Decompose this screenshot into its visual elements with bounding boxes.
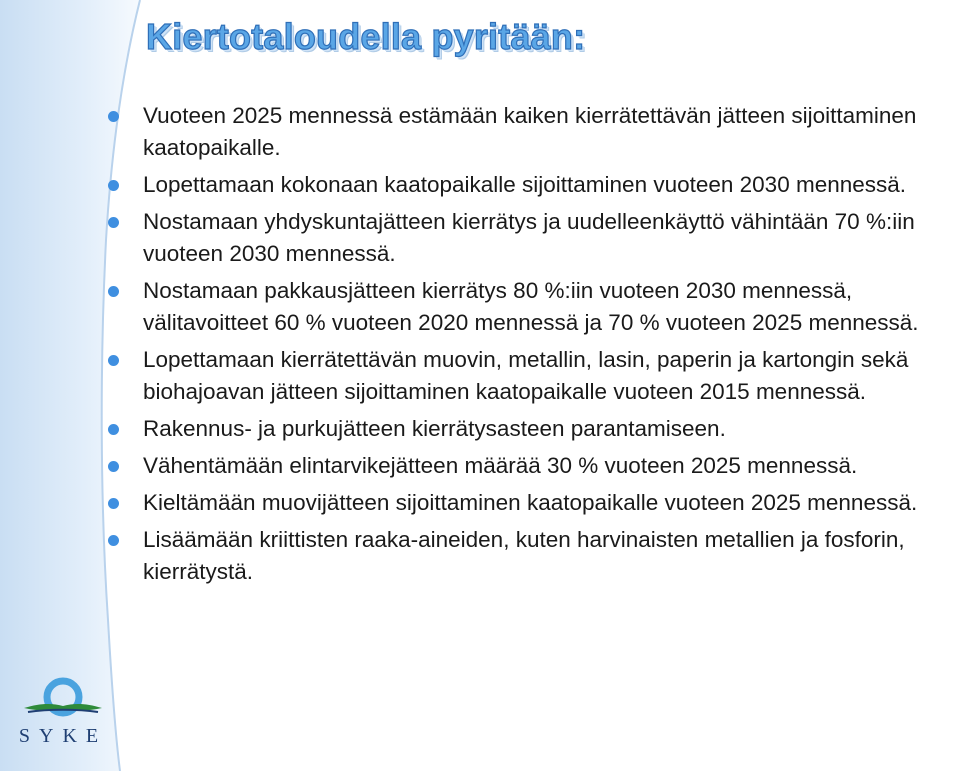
- bullet-item: [102, 169, 952, 201]
- bullet-dot-icon: [108, 498, 119, 509]
- bullet-dot-icon: [108, 286, 119, 297]
- bullet-dot-icon: [108, 535, 119, 546]
- syke-logo: [18, 676, 108, 746]
- bullet-item: [102, 344, 952, 408]
- bullet-text: Vuoteen 2025 mennessä estämään kaiken kierrätettävän jätteen sijoittaminen kaatopaikalle.: [143, 103, 917, 160]
- bullet-text: Nostamaan pakkausjätteen kierrätys 80 %:iin vuoteen 2030 mennessä, välitavoitteet 60 % vuoteen 2020 mennessä ja 70 % vuoteen 2025 mennessä.: [143, 278, 919, 335]
- bullet-dot-icon: [108, 217, 119, 228]
- bullet-item: [102, 524, 952, 588]
- bullet-dot-icon: [108, 355, 119, 366]
- bullet-text: Nostamaan yhdyskuntajätteen kierrätys ja uudelleenkäyttö vähintään 70 %:iin vuoteen 2030 mennessä.: [143, 209, 915, 266]
- logo-text: SYKE: [18, 725, 108, 747]
- bullet-item: [102, 413, 952, 445]
- bullet-item: [102, 100, 952, 164]
- bullet-dot-icon: [108, 424, 119, 435]
- bullet-dot-icon: [108, 111, 119, 122]
- bullet-item: [102, 206, 952, 270]
- bullet-text: Vähentämään elintarvikejätteen määrää 30 % vuoteen 2025 mennessä.: [143, 453, 858, 478]
- syke-logo-mark: [18, 676, 108, 726]
- bullet-item: [102, 275, 952, 339]
- bullet-item: [102, 487, 952, 519]
- bullet-text: Lopettamaan kierrätettävän muovin, metallin, lasin, paperin ja kartongin sekä biohajoavan jätteen sijoittaminen kaatopaikalle vuoteen 2015 mennessä.: [143, 347, 909, 404]
- bullet-text: Lopettamaan kokonaan kaatopaikalle sijoittaminen vuoteen 2030 mennessä.: [143, 172, 907, 197]
- bullet-text: Rakennus- ja purkujätteen kierrätysasteen parantamiseen.: [143, 416, 726, 441]
- bullet-text: Lisäämään kriittisten raaka-aineiden, kuten harvinaisten metallien ja fosforin, kierrätystä.: [143, 527, 905, 584]
- bullet-item: [102, 450, 952, 482]
- page-title: Kiertotaloudella pyritään:: [146, 16, 586, 57]
- bullet-dot-icon: [108, 461, 119, 472]
- bullet-list: [102, 100, 952, 593]
- bullet-text: Kieltämään muovijätteen sijoittaminen kaatopaikalle vuoteen 2025 mennessä.: [143, 490, 918, 515]
- bullet-dot-icon: [108, 180, 119, 191]
